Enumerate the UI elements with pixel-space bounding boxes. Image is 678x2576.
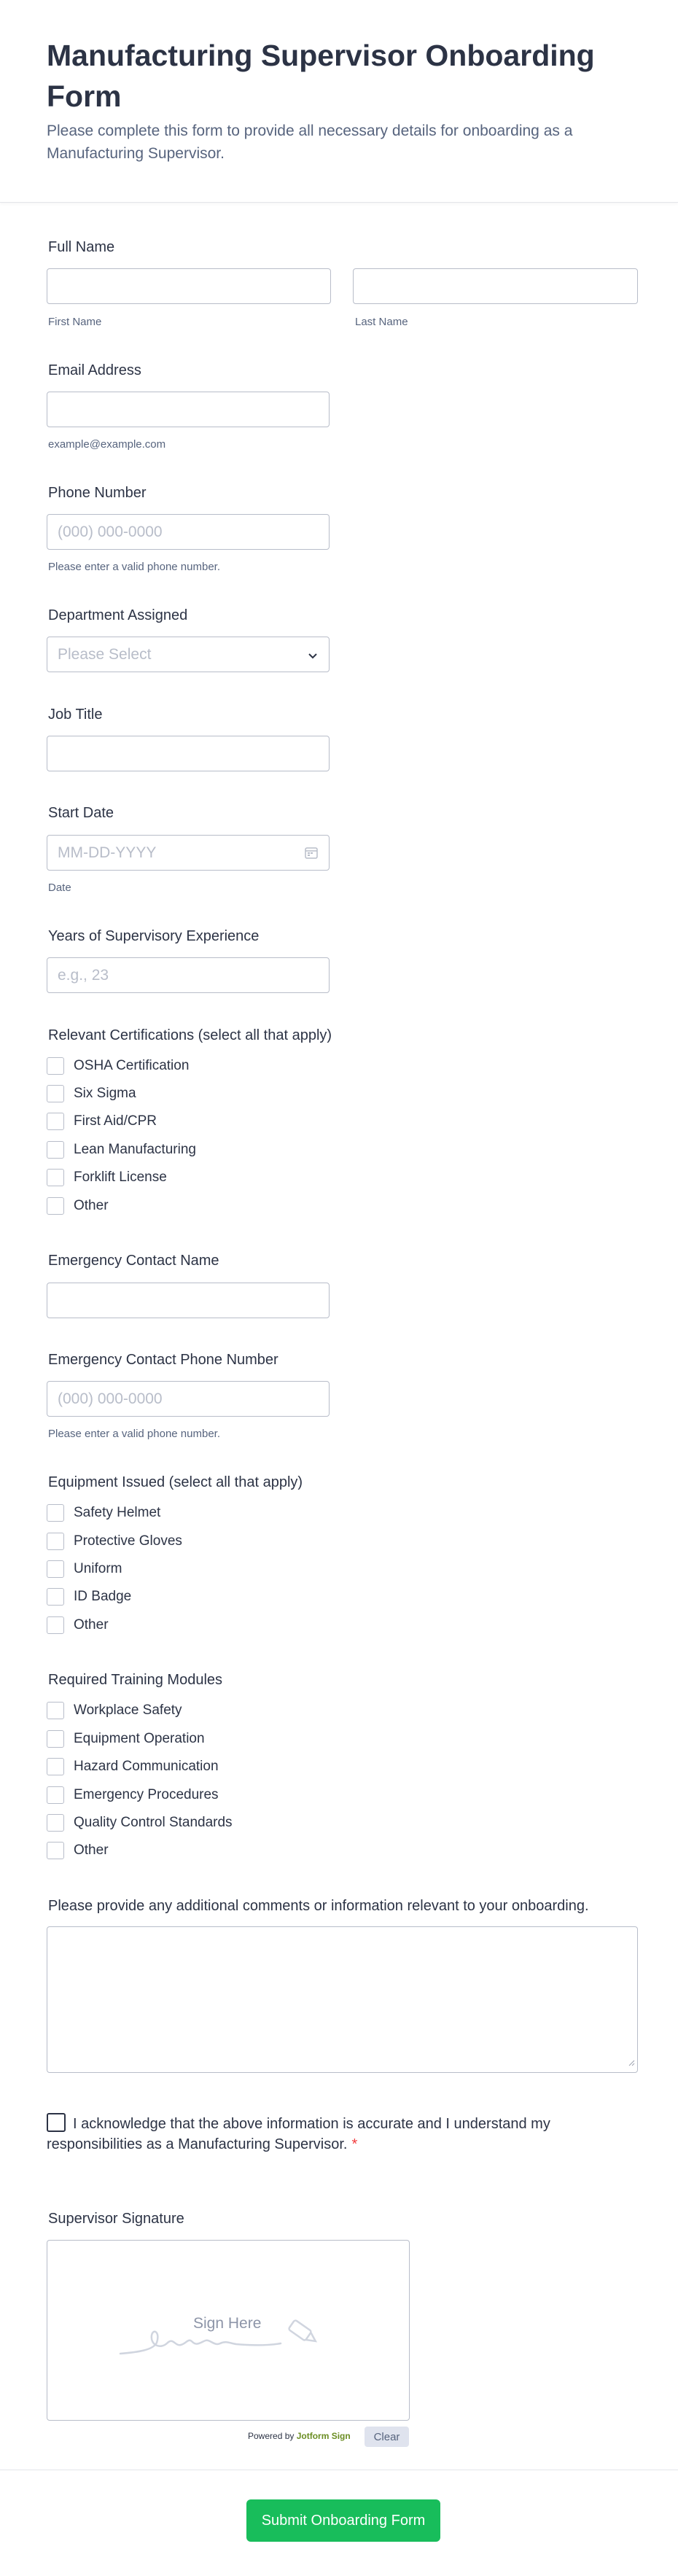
start-date-sublabel: Date (48, 882, 71, 894)
training-option[interactable] (47, 1729, 205, 1748)
last-name-input[interactable] (353, 268, 638, 304)
department-placeholder: Please Select (58, 645, 152, 663)
last-name-sublabel: Last Name (355, 316, 408, 328)
chevron-down-icon (307, 648, 319, 666)
signature-placeholder: Sign Here (193, 2315, 262, 2332)
training-option[interactable] (47, 1786, 219, 1805)
form-title: Manufacturing Supervisor Onboarding Form (47, 39, 595, 113)
checkbox[interactable] (47, 1057, 64, 1075)
option-label: Other (74, 1198, 109, 1213)
equipment-option[interactable] (47, 1503, 160, 1522)
submit-button[interactable]: Submit Onboarding Form (246, 2499, 440, 2542)
certification-option[interactable] (47, 1084, 136, 1103)
option-label: Other (74, 1617, 109, 1633)
checkbox[interactable] (47, 1786, 64, 1804)
phone-sublabel: Please enter a valid phone number. (48, 561, 220, 573)
signature-pad[interactable] (47, 2240, 410, 2421)
start-date-label: Start Date (48, 805, 114, 821)
calendar-icon[interactable] (304, 845, 319, 864)
option-label: Emergency Procedures (74, 1787, 219, 1802)
checkbox[interactable] (47, 1730, 64, 1748)
checkbox[interactable] (47, 1842, 64, 1859)
experience-placeholder: e.g., 23 (58, 966, 109, 984)
equipment-option[interactable] (47, 1616, 109, 1635)
option-label: Safety Helmet (74, 1505, 161, 1520)
checkbox[interactable] (47, 1560, 64, 1578)
option-label: Quality Control Standards (74, 1815, 233, 1830)
phone-label: Phone Number (48, 485, 147, 501)
emergency-phone-placeholder: (000) 000-0000 (58, 1390, 163, 1407)
experience-input[interactable] (47, 957, 330, 993)
start-date-placeholder: MM-DD-YYYY (58, 844, 157, 861)
acknowledge-field (47, 2113, 572, 2155)
job-title-label: Job Title (48, 707, 103, 723)
checkbox[interactable] (47, 1169, 64, 1186)
checkbox[interactable] (47, 1113, 64, 1130)
certification-option[interactable] (47, 1057, 189, 1075)
first-name-input[interactable] (47, 268, 331, 304)
required-mark: * (351, 2136, 358, 2152)
option-label: ID Badge (74, 1589, 132, 1604)
equipment-option[interactable] (47, 1560, 122, 1579)
certification-option[interactable] (47, 1112, 157, 1131)
option-label: Equipment Operation (74, 1731, 205, 1746)
option-label: First Aid/CPR (74, 1113, 157, 1129)
department-label: Department Assigned (48, 607, 188, 623)
comments-label: Please provide any additional comments or information relevant to your onboarding. (48, 1898, 589, 1914)
emergency-name-label: Emergency Contact Name (48, 1253, 219, 1269)
acknowledge-checkbox[interactable] (47, 2113, 66, 2132)
equipment-label: Equipment Issued (select all that apply) (48, 1474, 303, 1490)
checkbox[interactable] (47, 1758, 64, 1775)
certification-option[interactable] (47, 1168, 167, 1187)
phone-input[interactable] (47, 514, 330, 550)
certifications-label: Relevant Certifications (select all that apply) (48, 1027, 332, 1043)
option-label: Workplace Safety (74, 1703, 182, 1718)
comments-textarea[interactable] (47, 1926, 638, 2073)
equipment-option[interactable] (47, 1587, 131, 1606)
option-label: OSHA Certification (74, 1058, 190, 1073)
department-select[interactable] (47, 637, 330, 672)
emergency-phone-label: Emergency Contact Phone Number (48, 1352, 278, 1368)
emergency-phone-input[interactable] (47, 1381, 330, 1417)
start-date-input[interactable] (47, 835, 330, 871)
emergency-phone-sublabel: Please enter a valid phone number. (48, 1428, 220, 1440)
training-option[interactable] (47, 1841, 109, 1860)
first-name-sublabel: First Name (48, 316, 102, 328)
checkbox[interactable] (47, 1702, 64, 1719)
checkbox[interactable] (47, 1085, 64, 1102)
option-label: Lean Manufacturing (74, 1142, 196, 1157)
checkbox[interactable] (47, 1616, 64, 1634)
resize-handle-icon[interactable] (628, 2057, 635, 2070)
checkbox[interactable] (47, 1504, 64, 1522)
powered-brand[interactable]: Jotform Sign (296, 2431, 351, 2441)
checkbox[interactable] (47, 1588, 64, 1606)
form-subtitle: Please complete this form to provide all necessary details for onboarding as a Manufacturing Supervisor. (47, 122, 573, 162)
option-label: Protective Gloves (74, 1533, 182, 1549)
powered-prefix: Powered by (248, 2431, 295, 2441)
option-label: Hazard Communication (74, 1759, 219, 1774)
email-label: Email Address (48, 362, 141, 378)
certification-option[interactable] (47, 1140, 196, 1159)
job-title-input[interactable] (47, 736, 330, 771)
full-name-label: Full Name (48, 239, 115, 255)
phone-placeholder: (000) 000-0000 (58, 523, 163, 540)
experience-label: Years of Supervisory Experience (48, 928, 260, 944)
option-label: Uniform (74, 1561, 122, 1576)
training-option[interactable] (47, 1813, 233, 1832)
email-sublabel: example@example.com (48, 438, 166, 451)
acknowledge-text: I acknowledge that the above information is accurate and I understand my responsibilities as a Manufacturing Supervisor. (47, 2116, 550, 2152)
training-option[interactable] (47, 1757, 219, 1776)
powered-by (248, 2431, 351, 2441)
training-label: Required Training Modules (48, 1672, 223, 1688)
emergency-name-input[interactable] (47, 1283, 330, 1318)
signature-label: Supervisor Signature (48, 2211, 184, 2227)
clear-signature-button[interactable]: Clear (365, 2427, 409, 2447)
certification-option[interactable] (47, 1196, 109, 1215)
checkbox[interactable] (47, 1814, 64, 1832)
checkbox[interactable] (47, 1533, 64, 1550)
checkbox[interactable] (47, 1197, 64, 1215)
option-label: Other (74, 1842, 109, 1858)
equipment-option[interactable] (47, 1532, 182, 1551)
checkbox[interactable] (47, 1141, 64, 1159)
option-label: Forklift License (74, 1170, 167, 1185)
option-label: Six Sigma (74, 1086, 136, 1101)
training-option[interactable] (47, 1701, 182, 1720)
form-header (0, 0, 678, 203)
email-input[interactable] (47, 392, 330, 427)
